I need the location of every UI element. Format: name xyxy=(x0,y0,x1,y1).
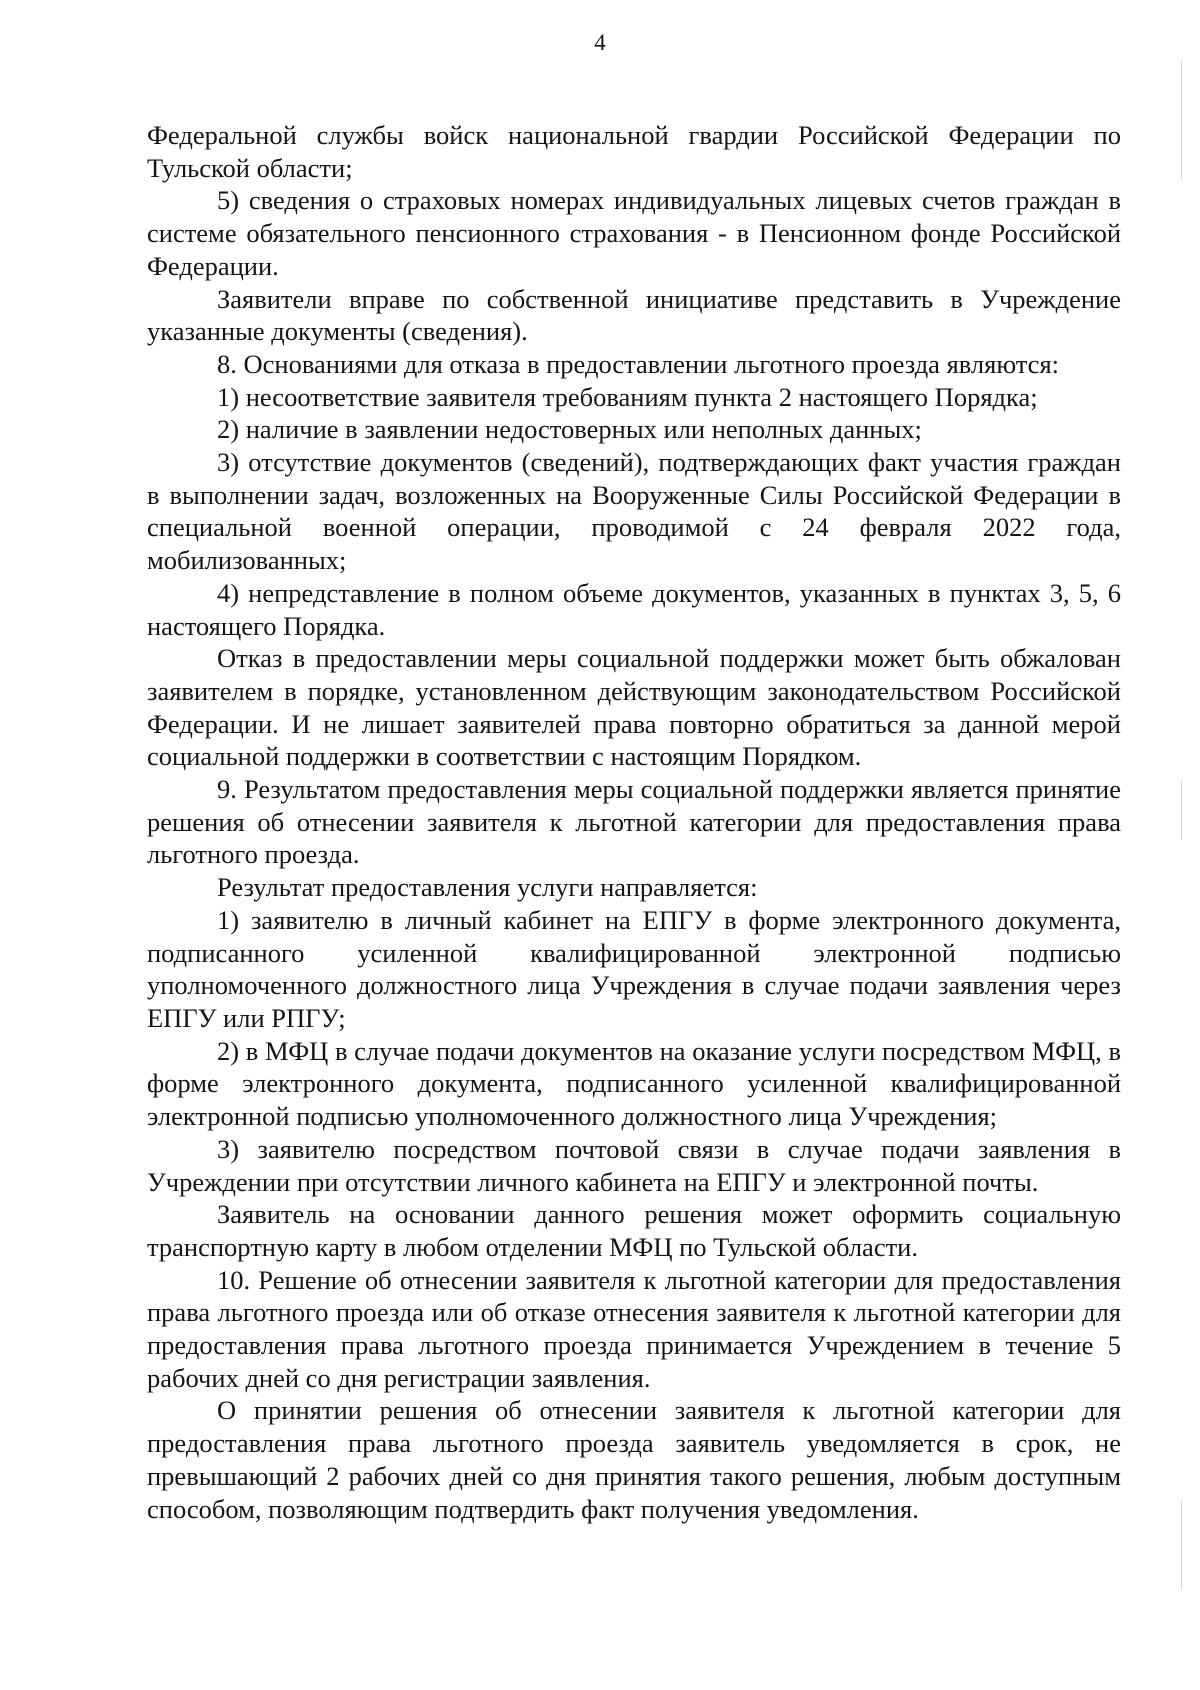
paragraph: Отказ в предоставлении меры социальной поддержки может быть обжалован заявителем в порядке, установленном действующим законодательством Российской Федерации. И не лишает заявителей права повторно обратиться за данной мерой социальной поддержки в соответствии с настоящим Порядком. xyxy=(147,643,1121,772)
paragraph: 2) в МФЦ в случае подачи документов на оказание услуги посредством МФЦ, в форме электронного документа, подписанного усиленной квалифицированной электронной подписью уполномоченного должностного лица Учреждения; xyxy=(147,1035,1121,1132)
paragraph: Результат предоставления услуги направляется: xyxy=(217,872,758,903)
paragraph: 4) непредставление в полном объеме документов, указанных в пунктах 3, 5, 6 настоящего Порядка. xyxy=(147,577,1121,641)
paragraph: 3) заявителю посредством почтовой связи в случае подачи заявления в Учреждении при отсутствии личного кабинета на ЕПГУ и электронной почты. xyxy=(147,1133,1121,1197)
scan-edge-mark xyxy=(1181,780,1182,840)
paragraph: 3) отсутствие документов (сведений), подтверждающих факт участия граждан в выполнении задач, возложенных на Вооруженные Силы Российской Федерации в специальной военной операции, проводимой с 24 февраля 2022 года, мобилизованных; xyxy=(147,447,1121,576)
paragraph: 10. Решение об отнесении заявителя к льготной категории для предоставления права льготного проезда или об отказе отнесения заявителя к льготной категории для предоставления права льготного проезда принимается Учреждением в течение 5 рабочих дней со дня регистрации заявления. xyxy=(147,1264,1121,1393)
paragraph: Заявитель на основании данного решения может оформить социальную транспортную карту в любом отделении МФЦ по Тульской области. xyxy=(147,1199,1121,1262)
scan-edge-mark xyxy=(1181,60,1182,180)
page-number: 4 xyxy=(594,30,606,55)
paragraph: 8. Основаниями для отказа в предоставлении льготного проезда являются: xyxy=(217,348,1059,379)
paragraph: 5) сведения о страховых номерах индивидуальных лицевых счетов граждан в системе обязательного пенсионного страхования - в Пенсионном фонде Российской Федерации. xyxy=(147,185,1121,281)
paragraph: О принятии решения об отнесении заявителя к льготной категории для предоставления права льготного проезда заявитель уведомляется в срок, не превышающий 2 рабочих дней со дня принятия такого решения, любым доступным способом, позволяющим подтвердить факт получения уведомления. xyxy=(147,1395,1121,1524)
paragraph: 2) наличие в заявлении недостоверных или неполных данных; xyxy=(217,414,922,445)
paragraph: 1) заявителю в личный кабинет на ЕПГУ в форме электронного документа, подписанного усиленной квалифицированной электронной подписью уполномоченного должностного лица Учреждения в случае подачи заявления через ЕПГУ или РПГУ; xyxy=(147,904,1121,1033)
document-body xyxy=(147,119,1121,1525)
paragraph: Заявители вправе по собственной инициативе представить в Учреждение указанные документы (сведения). xyxy=(147,283,1121,347)
paragraph: Федеральной службы войск национальной гвардии Российской Федерации по Тульской области; xyxy=(147,120,1121,183)
scan-edge-mark xyxy=(1181,1500,1182,1590)
paragraph: 9. Результатом предоставления меры социальной поддержки является принятие решения об отнесении заявителя к льготной категории для предоставления права льготного проезда. xyxy=(147,774,1121,870)
paragraph: 1) несоответствие заявителя требованиям пункта 2 настоящего Порядка; xyxy=(217,381,1038,412)
